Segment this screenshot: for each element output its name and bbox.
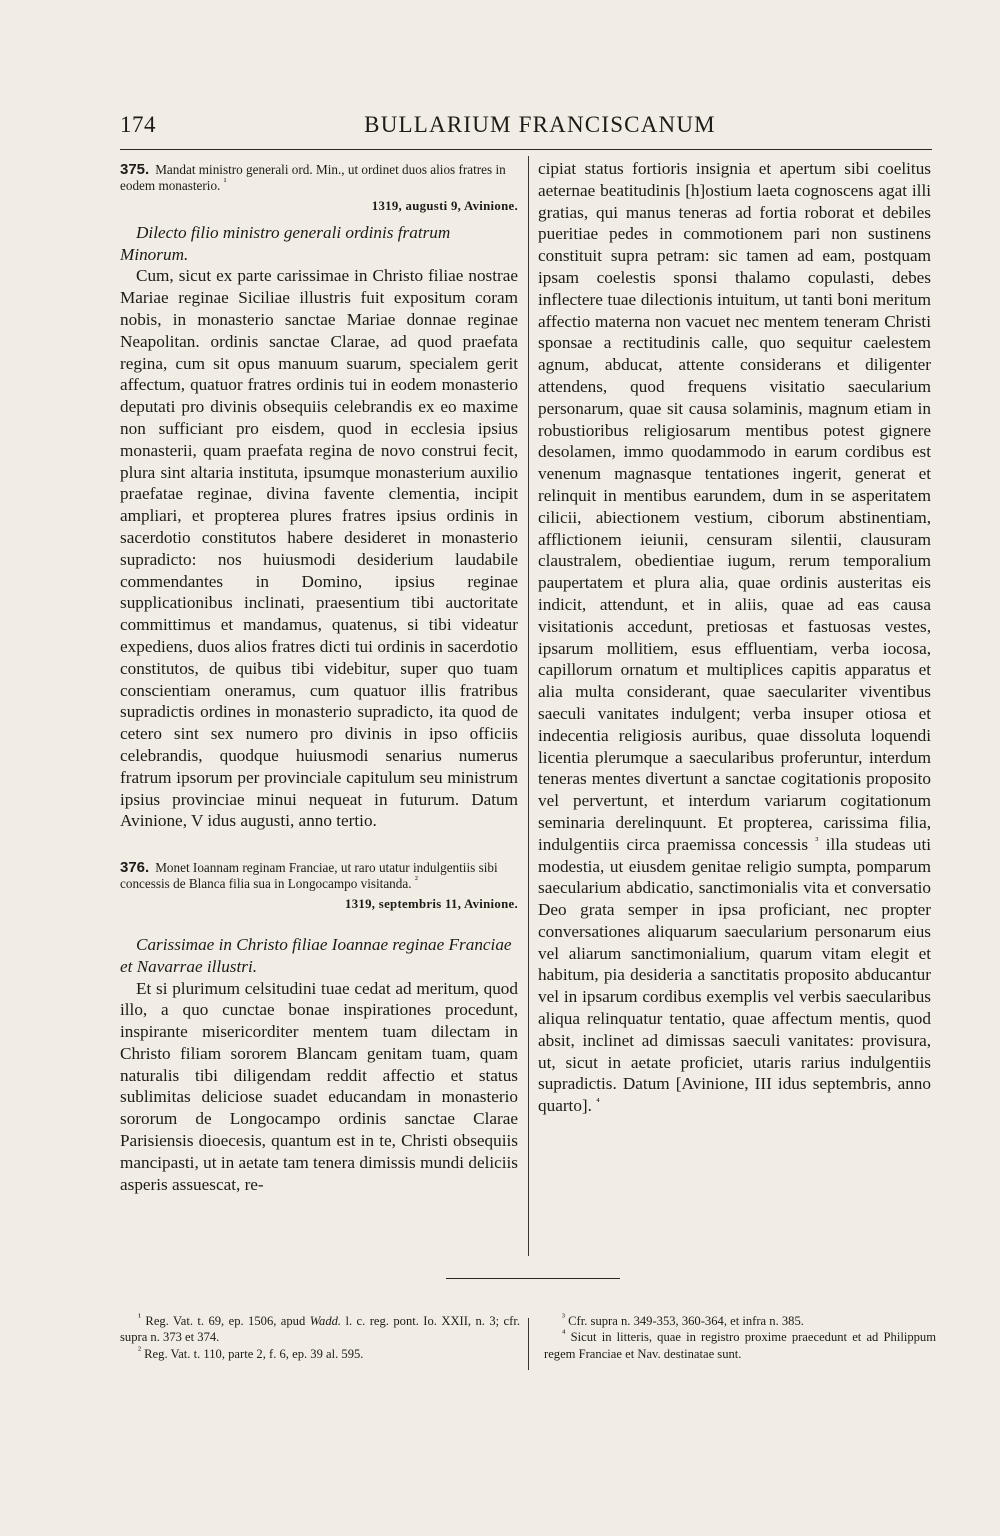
footnote-italic: Wadd. bbox=[309, 1314, 342, 1328]
footnote-text: Reg. Vat. t. 110, parte 2, f. 6, ep. 39 al. 595. bbox=[144, 1346, 364, 1361]
entry-375 bbox=[120, 162, 518, 832]
spacer bbox=[120, 920, 518, 934]
entry-number: 375. bbox=[120, 161, 150, 178]
entry-text-part1: cipiat status fortioris insignia et apertum sibi coelitus aeternae beatitudinis [h]ostium laeta cognoscens agat illi gratias, qui manus teneras ad fortia roborat et debiles pueritiae pedes in commotionem pari non sustinens constituit supra petram: sic tamen ad eam, postquam ipsam coelestis sponsi thalamo copulasti, debes inflectere tuae dilectionis intuitum, ut tanti boni meritum affectio materna non vacuet nec mentem teneram Christi sponsae a rectitudinis calle, quo sequitur caelestem agnum, abducat, attente considerans et diligenter attendens, quod frequens visitatio saecularium personarum, quae sit causa solaminis, magnum etiam in robustioribus religiosarum mentibus potest gignere desolamen, immo quodammodo in earum cordibus est venenum magnasque tentationes ingerit, generat et relinquit in mentibus earundem, dum in se asperitatem cilicii, abiectionem vestium, ciborum abstinentiam, afflictionem ieiunii, censuram silentii, clausuram claustralem, obedientiae iugum, rerum temporalium paupertatem et plura alia, quae ordinis austeritas eis indicit, attendunt, et in aliis, quae ad eas causa visitationis accedunt, pretiosas et fastuosas vestes, ipsarum mollitiem, esus effluentiam, verba iocosa, capillorum ornatum et multiplices capitis apparatus et alia multa considerant, quae saeculariter viventibus saeculi vanitates indulgent; verba insuper otiosa et indecentia religiosis auribus, quae dissoluta loquendi licentia plerumque a saecularibus proferuntur, interdum teneras mentes divertunt a sanctae cogitationis proposito vel pervertunt, et interdum variarum cogitationum seminaria derelinquunt. Et propterea, carissima filia, indulgentiis circa praemissa concessis bbox=[538, 159, 931, 854]
footnote-mark: ⁴ bbox=[562, 1328, 566, 1340]
footnote-ref: ⁴ bbox=[596, 1096, 600, 1108]
entry-number: 376. bbox=[120, 859, 150, 877]
entry-heading bbox=[120, 860, 518, 891]
footnote-divider bbox=[528, 1318, 529, 1370]
entry-text-continued bbox=[538, 158, 931, 1117]
footnote bbox=[120, 1313, 520, 1346]
entry-summary: Monet Ioannam reginam Franciae, ut raro utatur indulgentiis sibi concessis de Blanca filia sua in Longocampo visitanda. bbox=[120, 860, 498, 891]
entry-376 bbox=[120, 860, 518, 1195]
footnote-ref: ¹ bbox=[223, 176, 227, 188]
header-rule bbox=[120, 149, 932, 150]
footnote-ref: ³ bbox=[815, 834, 819, 846]
footnotes-right bbox=[544, 1313, 936, 1362]
footnote-mark: ² bbox=[138, 1344, 141, 1356]
page-header bbox=[118, 106, 932, 148]
footnote-text: Sicut in litteris, quae in registro proxime praecedunt et ad Philippum regem Franciae et Nav. destinatae sunt. bbox=[544, 1330, 937, 1361]
entry-heading bbox=[120, 162, 518, 193]
entry-date: 1319, septembris 11, Avinione. bbox=[345, 897, 518, 912]
footnote-rule bbox=[446, 1278, 620, 1279]
footnote-text: Reg. Vat. t. 69, ep. 1506, apud bbox=[145, 1314, 306, 1328]
left-column bbox=[120, 158, 518, 1195]
entry-text: Cum, sicut ex parte carissimae in Christo filiae nostrae Mariae reginae Siciliae illustris fuit expositum coram nobis, in monasterio sanctae Mariae donnae reginae Neapolitan. ordinis sanctae Clarae, ad quod praefata regina, cum sit opus manuum suarum, specialem gerit affectum, quatuor fratres ordinis tui in eodem monasterio deputati pro divinis obsequiis celebrandis ex eo maxime non sufficiant pro eisdem, quod in ecclesia ipsius monasterii, quam praefata regina de novo construi fecit, plura sint altaria instituta, ipsumque monasterium auxilio praefatae reginae, divina favente clementia, incipit ampliari, et propterea plures fratres ipsius ordinis in sacerdotio constitutos habere desideret in monasterio supradicto: nos huiusmodi desiderium laudabile commendantes in Domino, ipsius reginae supplicationibus inclinati, praesentium tibi auctoritate committimus et mandamus, quatenus, si tibi videatur expediens, duos alios fratres dicti tui ordinis in sacerdotio constitutos, de quibus tibi videbitur, super quo tuam conscientiam oneramus, cum quatuor illis fratribus supradictis ordines in monasterio supradicto, ita quod de cetero sint sex numero pro divinis in ipso officiis celebrandis, quodque huiusmodi senarius numerus fratrum ipsorum per provinciale capitulum seu ministrum ipsius provinciae minui nequeat in futurum. Datum Avinione, V idus augusti, anno tertio. bbox=[120, 266, 518, 831]
page-number: 174 bbox=[120, 112, 156, 137]
entry-addressee: Carissimae in Christo filiae Ioannae reginae Franciae et Navarrae illustri. bbox=[120, 934, 512, 976]
entry-text-part2: illa studeas uti modestia, ut eiusdem genitae religio sumpta, pomparum saecularium abdicatio, sanctimonialis vita et conversatio Deo grata semper in ipsa proficiant, nec propter conversationes aliquarum saecularium personarum eius vel aliarum sanctimonialium, quarum vitam elegit et habitum, pia desideria a sanctitatis proposito abducantur vel in ipsarum cordibus exemplis vel verbis saecularibus aliqua relinquatur tentatio, quae affectum mentis, quod absit, inclinet ad dimissas saeculi vanitates: provisura, ut, sicut in aetate proficiet, utaris rarius indulgentiis supradictis. Datum [Avinione, III idus septembris, anno quarto]. bbox=[538, 834, 932, 1116]
footnote bbox=[120, 1346, 520, 1362]
entry-summary: Mandat ministro generali ord. Min., ut ordinet duos alios fratres in eodem monasterio. bbox=[120, 162, 506, 193]
entry-addressee: Dilecto filio ministro generali ordinis fratrum Minorum. bbox=[120, 222, 451, 264]
footnotes-left bbox=[120, 1313, 520, 1362]
footnote bbox=[544, 1313, 936, 1329]
right-column bbox=[538, 158, 931, 1117]
entry-text: Et si plurimum celsitudini tuae cedat ad meritum, quod illo, a quo cunctae bonae inspirationes procedunt, inspirante misericorditer mentem tuam dilectam in Christo filiam sororem Blancam genitam tuam, quam naturalis tibi diligendam reddit affectio et status sublimitas deliciose suadet educandam in monasterio sororum de Longocampo ordinis sanctae Clarae Parisiensis dioecesis, quantum est in te, Christi obsequiis mancipasti, ut in aetate tam tenera dimissis mundi deliciis asperis assuescat, re- bbox=[120, 978, 518, 1194]
footnote-text: Cfr. supra n. 349-353, 360-364, et infra n. 385. bbox=[568, 1314, 804, 1328]
footnote-ref: ² bbox=[414, 874, 418, 886]
footnote bbox=[544, 1329, 936, 1362]
entry-date: 1319, augusti 9, Avinione. bbox=[371, 199, 518, 213]
column-divider bbox=[528, 156, 529, 1256]
footnote-mark: ³ bbox=[562, 1311, 565, 1323]
running-title: BULLARIUM FRANCISCANUM bbox=[364, 112, 716, 137]
footnote-text-rest: l. c. reg. pont. Io. XXII, n. 3; cfr. supra n. 373 et 374. bbox=[120, 1314, 520, 1345]
footnote-mark: ¹ bbox=[138, 1311, 141, 1323]
